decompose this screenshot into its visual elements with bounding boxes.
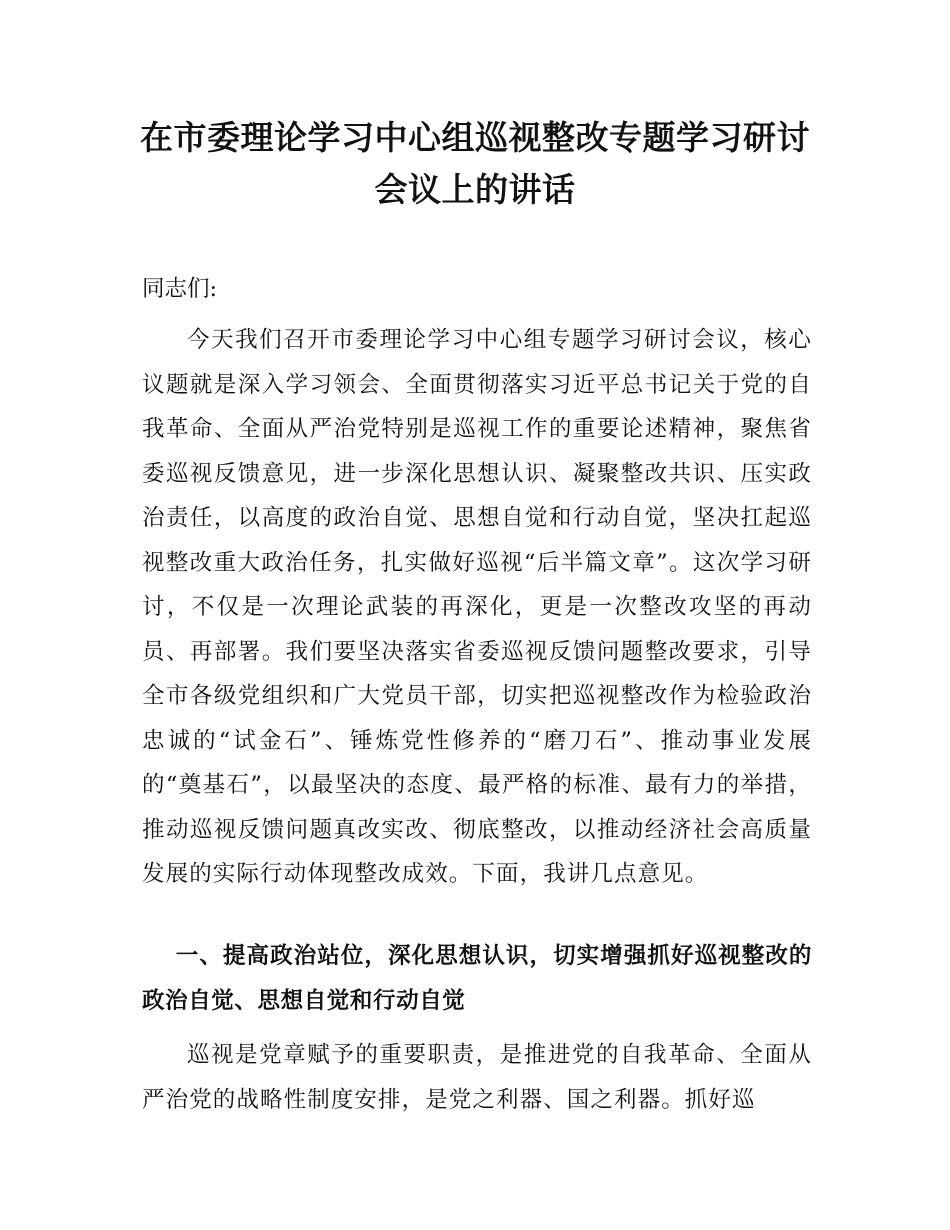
body-paragraph-section-one: 巡视是党章赋予的重要职责，是推进党的自我革命、全面从严治党的战略性制度安排，是党之利器、国之利器。抓好巡 — [142, 1042, 812, 1113]
document-title: 在市委理论学习中心组巡视整改专题学习研讨会议上的讲话 — [140, 118, 810, 209]
salutation: 同志们: — [142, 276, 218, 302]
body-paragraph-intro: 今天我们召开市委理论学习中心组专题学习研讨会议，核心议题就是深入学习领会、全面贯彻落实习近平总书记关于党的自我革命、全面从严治党特别是巡视工作的重要论述精神，聚焦省委巡视反馈意见，进一步深化思想认识、凝聚整改共识、压实政治责任，以高度的政治自觉、思想自觉和行动自觉，坚决扛起巡视整改重大政治任务，扎实做好巡视“后半篇文章”。这次学习研讨，不仅是一次理论武装的再深化，更是一次整改攻坚的再动员、再部署。我们要坚决落实省委巡视反馈问题整改要求，引导全市各级党组织和广大党员干部，切实把巡视整改作为检验政治忠诚的“试金石”、锤炼党性修养的“磨刀石”、推动事业发展的“奠基石”，以最坚决的态度、最严格的标准、最有力的举措，推动巡视反馈问题真改实改、彻底整改，以推动经济社会高质量发展的实际行动体现整改成效。下面，我讲几点意见。 — [142, 327, 812, 887]
section-heading-one: 一、提高政治站位，深化思想认识，切实增强抓好巡视整改的政治自觉、思想自觉和行动自觉 — [142, 943, 812, 1014]
